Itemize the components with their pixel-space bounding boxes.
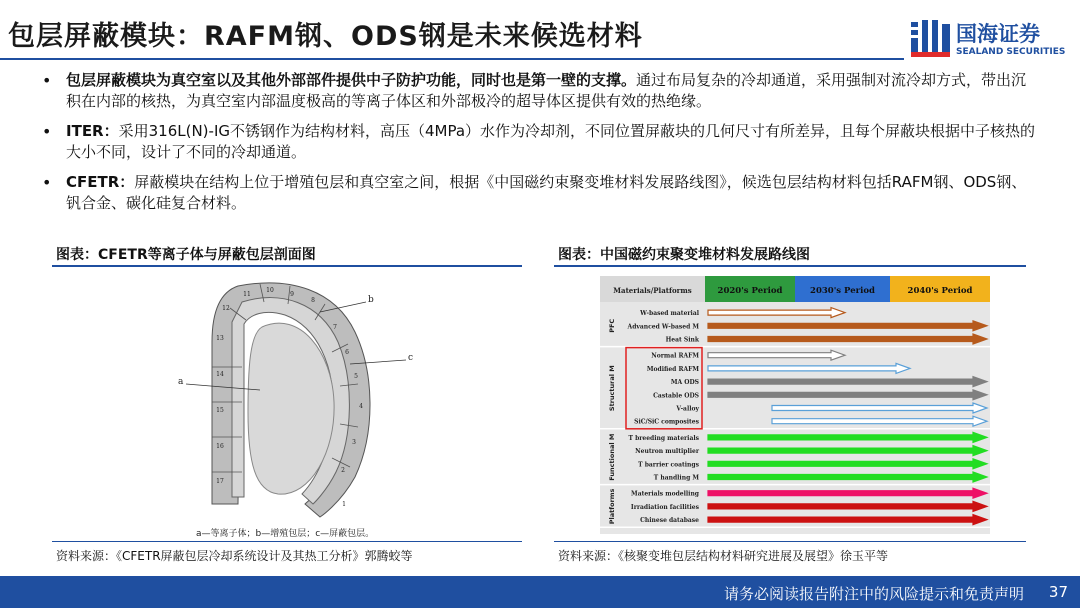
roadmap-header-label: 2020's Period <box>717 286 783 296</box>
module-number: 1 <box>342 501 346 508</box>
roadmap-row-label: Irradiation facilities <box>630 503 699 511</box>
bullet-item <box>40 70 1040 112</box>
title-divider <box>0 58 904 60</box>
label-a: a <box>178 377 184 387</box>
roadmap-row-label: W-based material <box>640 310 699 318</box>
module-number: 15 <box>216 407 224 414</box>
roadmap-row-label: MA ODS <box>670 379 699 387</box>
figure-right-rule <box>554 265 1026 267</box>
label-c: c <box>408 353 414 363</box>
bullet-lead: CFETR： <box>66 173 135 191</box>
module-number: 3 <box>352 439 356 446</box>
figure-left-caption: a—等离子体；b—增殖包层；c—屏蔽包层。 <box>196 529 375 539</box>
module-number: 7 <box>333 324 337 331</box>
module-number: 14 <box>216 371 224 378</box>
roadmap-row-label: Normal RAFM <box>651 352 699 360</box>
module-number: 13 <box>216 335 224 342</box>
roadmap-row-label: Chinese database <box>640 517 699 525</box>
module-number: 16 <box>216 443 224 450</box>
roadmap-group-label: PFC <box>608 318 616 333</box>
bullet-item <box>40 172 1040 214</box>
figure-left-source: 资料来源：《CFETR屏蔽包层冷却系统设计及其热工分析》郭腾蛟等 <box>56 549 413 563</box>
figure-right-title: 图表：中国磁约束聚变堆材料发展路线图 <box>558 247 810 263</box>
module-number: 17 <box>216 478 224 485</box>
bullet-text: 采用316L(N)-IG不锈钢作为结构材料，高压（4MPa）水作为冷却剂，不同位置屏蔽块的几何尺寸有所差异，且每个屏蔽块根据中子核热的大小不同，设计了不同的冷却通道。 <box>66 122 1036 161</box>
cfetr-cross-section <box>150 272 450 542</box>
roadmap-row-label: T handling M <box>653 474 699 482</box>
roadmap-group-label: Structural M <box>608 365 616 412</box>
roadmap-header-label: 2040's Period <box>907 286 973 296</box>
footer-bar <box>0 576 1080 608</box>
roadmap-row-label: Heat Sink <box>665 336 699 344</box>
module-number: 8 <box>311 297 315 304</box>
module-number: 4 <box>359 403 363 410</box>
roadmap-row-label: T breeding materials <box>628 434 699 442</box>
module-number: 11 <box>243 291 251 298</box>
roadmap-row-label: Materials modelling <box>631 490 699 498</box>
bullet-lead: ITER： <box>66 122 119 140</box>
module-number: 2 <box>341 467 345 474</box>
roadmap-row-label: T barrier coatings <box>638 461 699 469</box>
logo-text-cn: 国海证券 <box>956 22 1040 46</box>
materials-roadmap <box>600 276 996 534</box>
figure-left-title: 图表：CFETR等离子体与屏蔽包层剖面图 <box>56 247 316 263</box>
roadmap-row-label: Advanced W-based M <box>627 323 699 331</box>
bullet-text: 通过布局复杂的冷却通道，采用强制对流冷却方式，带出沉积在内部的核热，为真空室内部温度极高的等离子体区和外部极冷的超导体区提供有效的热绝缘。 <box>66 71 1027 110</box>
roadmap-row-label: Castable ODS <box>653 392 699 400</box>
roadmap-header-label: 2030's Period <box>810 286 875 296</box>
footer-disclaimer: 请务必阅读报告附注中的风险提示和免责声明 <box>723 585 1024 603</box>
module-number: 10 <box>266 287 274 294</box>
roadmap-row-label: V-alloy <box>676 405 699 413</box>
roadmap-row-label: Modified RAFM <box>646 365 699 373</box>
roadmap-header-label: Materials/Platforms <box>613 286 692 295</box>
roadmap-row-label: Neutron multiplier <box>635 448 699 456</box>
figure-left-rule <box>52 265 522 267</box>
module-number: 6 <box>345 349 349 356</box>
bullet-item <box>40 121 1040 163</box>
figure-right-bottom-rule <box>554 541 1026 542</box>
module-number: 9 <box>290 291 294 298</box>
module-number: 5 <box>354 373 358 380</box>
roadmap-group-label: Platforms <box>608 488 616 525</box>
module-number: 12 <box>222 305 230 312</box>
sealand-logo-icon <box>910 16 952 60</box>
bullet-list <box>40 70 1040 223</box>
page-title: 包层屏蔽模块：RAFM钢、ODS钢是未来候选材料 <box>8 21 643 52</box>
label-b: b <box>368 295 374 305</box>
page-number: 37 <box>1048 583 1068 601</box>
roadmap-group-label: Functional M <box>608 433 616 481</box>
bullet-text: 屏蔽模块在结构上位于增殖包层和真空室之间，根据《中国磁约束聚变堆材料发展路线图》，候选包层结构材料包括RAFM钢、ODS钢、钒合金、碳化硅复合材料。 <box>66 173 1027 212</box>
company-logo <box>910 16 1070 62</box>
figure-right-source: 资料来源：《核聚变堆包层结构材料研究进展及展望》徐玉平等 <box>558 549 889 563</box>
logo-text-en: SEALAND SECURITIES <box>956 47 1066 57</box>
roadmap-row-label: SiC/SiC composites <box>634 418 699 426</box>
bullet-lead: 包层屏蔽模块为真空室以及其他外部部件提供中子防护功能，同时也是第一壁的支撑。 <box>66 71 637 89</box>
